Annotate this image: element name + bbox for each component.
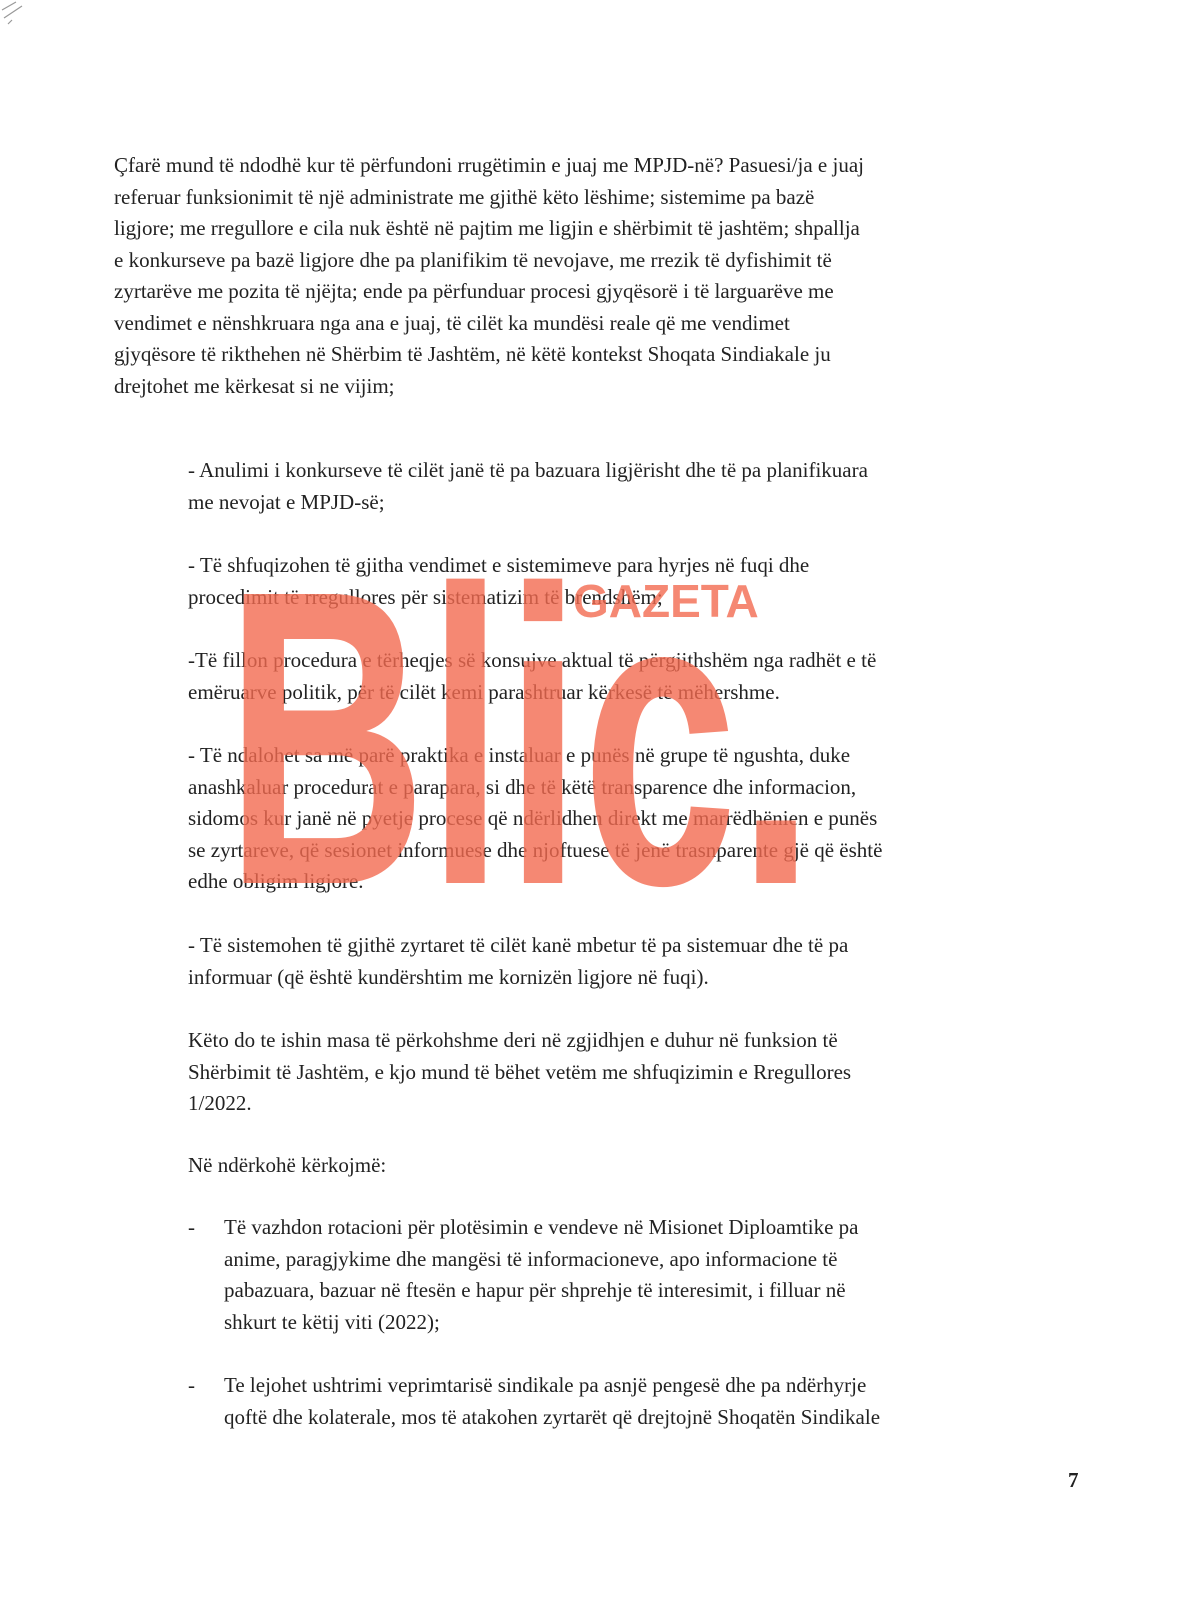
meanwhile-heading (188, 1150, 1060, 1182)
temporary-line: Shërbimit të Jashtëm, e kjo mund të bëhet vetëm me shfuqizimin e Rregullores (188, 1059, 852, 1084)
bullet-line: Të vazhdon rotacioni për plotësimin e vendeve në Misionet Diploamtike pa (224, 1215, 859, 1239)
bullet-dash: - (188, 1373, 195, 1397)
intro-line: vendimet e nënshkruara nga ana e juaj, të cilët ka mundësi reale që me vendimet (114, 310, 790, 335)
bullet-line: pabazuara, bazuar në ftesën e hapur për shprehje të interesimit, i filluar në (224, 1278, 846, 1302)
demand-line: sidomos kur janë në pyetje procese që ndërlidhen direkt me marrëdhënien e punës (188, 806, 878, 830)
demand-line: me nevojat e MPJD-së; (188, 489, 385, 514)
svg-text:Blic.: Blic. (225, 565, 815, 895)
bullet-dash: - (188, 1215, 195, 1239)
demand-line: se zyrtareve, që sesionet informuese dhe njoftuese të jenë trasnparente gjë që është (188, 837, 883, 862)
intro-paragraph (114, 150, 1060, 402)
bullet-union-activity (224, 1370, 1060, 1433)
demand-line: anashkaluar procedurat e parapara, si dhe të këtë transparence dhe informacion, (188, 774, 857, 799)
demand-line: - Të shfuqizohen të gjitha vendimet e sistemimeve para hyrjes në fuqi dhe (188, 553, 810, 577)
svg-text:GAZETA: GAZETA (573, 575, 759, 627)
demand-line: procedimit të rregullores për sistematizim të brendshëm; (188, 584, 663, 609)
intro-line: drejtohet me kërkesat si ne vijim; (114, 373, 395, 398)
demand-stop-closed-groups (188, 740, 1060, 898)
demand-systematize-officials (188, 930, 1060, 993)
bullet-line: anime, paragjykime dhe mangësi të informacioneve, apo informacione të (224, 1246, 838, 1271)
intro-line: referuar funksionimit të një administrate me gjithë këto lëshime; sistemime pa bazë (114, 184, 815, 209)
demand-line: - Anulimi i konkurseve të cilët janë të pa bazuara ligjërisht dhe të pa planifikuara (188, 458, 868, 482)
bullet-line: shkurt te këtij viti (2022); (224, 1309, 440, 1334)
intro-line: ligjore; me rregullore e cila nuk është në pajtim me ligjin e shërbimit të jashtëm; shpallja (114, 216, 860, 240)
intro-line: e konkurseve pa bazë ligjore dhe pa planifikim të nevojave, me rrezik të dyfishimit të (114, 247, 832, 272)
meanwhile-line: Në ndërkohë kërkojmë: (188, 1153, 387, 1177)
demand-line: - Të ndalohet sa më parë praktika e instaluar e punës në grupe të ngushta, duke (188, 743, 851, 767)
bullet-line: Te lejohet ushtrimi veprimtarisë sindikale pa asnjë pengesë dhe pa ndërhyrje (224, 1373, 867, 1397)
temporary-line: 1/2022. (188, 1091, 252, 1115)
page-number: 7 (1068, 1468, 1079, 1492)
intro-line: gjyqësore të rikthehen në Shërbim të Jashtëm, në këtë kontekst Shoqata Sindiakale ju (114, 342, 831, 366)
demand-line: emëruarve politik, për të cilët kemi parashtruar kërkesë të mëhershme. (188, 679, 780, 704)
temporary-measures-paragraph (188, 1025, 1060, 1120)
bullet-rotation (224, 1212, 1060, 1338)
temporary-line: Këto do te ishin masa të përkohshme deri në zgjidhjen e duhur në funksion të (188, 1028, 838, 1052)
demand-repeal-systematization (188, 550, 1060, 613)
bullet-line: qoftë dhe kolaterale, mos të atakohen zyrtarët që drejtojnë Shoqatën Sindikale (224, 1404, 881, 1429)
demand-line: informuar (që është kundërshtim me kornizën ligjore në fuqi). (188, 964, 709, 989)
demand-line: edhe obligim ligjore. (188, 869, 364, 893)
scan-corner-mark (0, 0, 60, 40)
demand-cancel-competitions (188, 455, 1060, 518)
intro-line: Çfarë mund të ndodhë kur të përfundoni rrugëtimin e juaj me MPJD-në? Pasuesi/ja e juaj (114, 153, 864, 177)
intro-line: zyrtarëve me pozita të njëjta; ende pa përfunduar procesi gjyqësorë i të larguarëve me (114, 279, 834, 303)
demand-line: -Të fillon procedura e tërheqjes së konsujve aktual të përgjithshëm nga radhët e të (188, 648, 877, 672)
demand-line: - Të sistemohen të gjithë zyrtaret të cilët kanë mbetur të pa sistemuar dhe të pa (188, 933, 849, 957)
demand-withdraw-consuls (188, 645, 1060, 708)
